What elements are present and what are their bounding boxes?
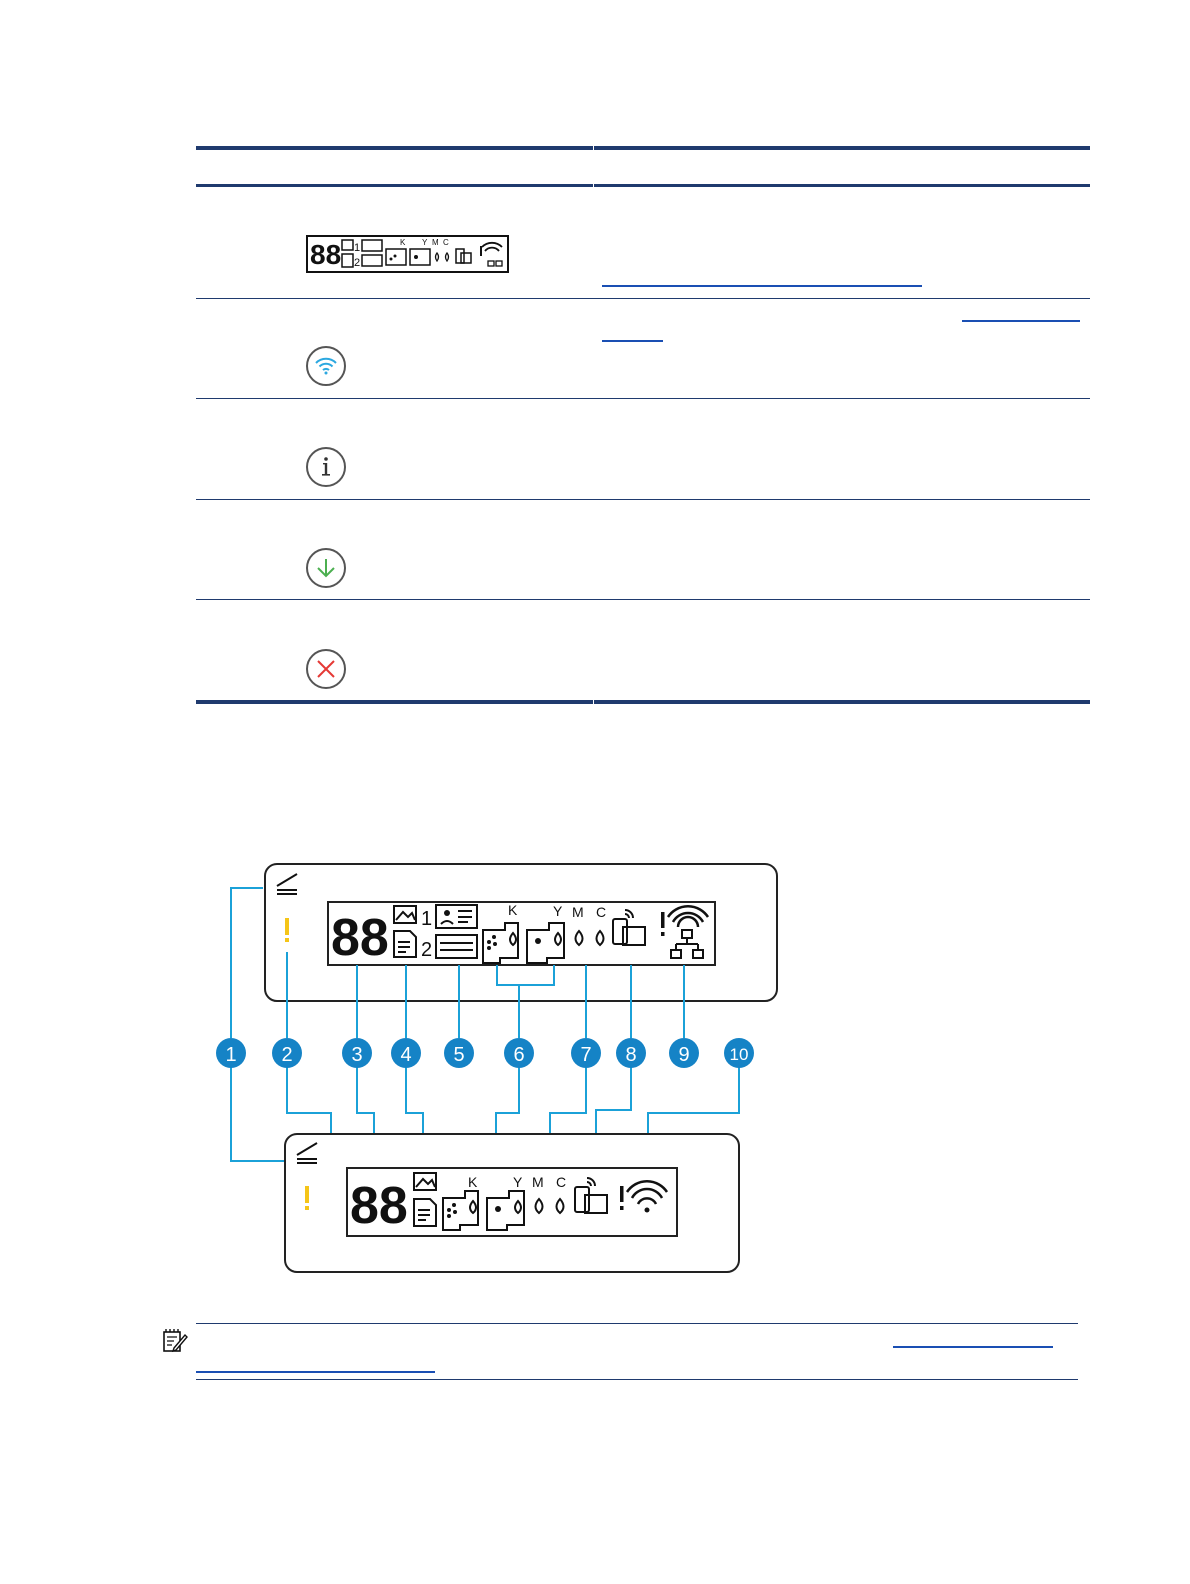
column-gap	[593, 184, 594, 187]
column-gap	[593, 700, 594, 704]
svg-text:Y: Y	[553, 903, 563, 919]
callout-markers	[216, 1038, 754, 1068]
callout-6	[504, 1038, 534, 1068]
callout-4	[391, 1038, 421, 1068]
cancel-icon	[315, 658, 337, 680]
callout-1	[216, 1038, 246, 1068]
svg-text:1: 1	[354, 242, 361, 254]
callout-8	[616, 1038, 646, 1068]
resume-button[interactable]	[306, 548, 346, 588]
copies-digits: 88	[331, 909, 389, 967]
lcd-digits: 88	[310, 239, 342, 270]
svg-text:9: 9	[678, 1044, 690, 1066]
wireless-icon	[314, 356, 338, 376]
callout-9	[669, 1038, 699, 1068]
callout-10	[724, 1038, 754, 1068]
svg-text:C: C	[443, 238, 449, 247]
svg-text:2: 2	[421, 939, 433, 961]
svg-text:K: K	[400, 238, 406, 247]
display-diagram	[0, 850, 1190, 1290]
table-top-rule	[196, 146, 1090, 150]
note-top-rule	[196, 1323, 1078, 1324]
callout-2	[272, 1038, 302, 1068]
svg-text:5: 5	[453, 1044, 465, 1066]
lower-panel	[285, 1134, 739, 1272]
resume-icon	[315, 557, 337, 579]
table-header-rule	[196, 184, 1090, 187]
column-gap	[593, 146, 594, 150]
svg-text:M: M	[532, 1174, 544, 1190]
table-row-divider	[196, 499, 1090, 500]
copies-digits: 88	[350, 1177, 408, 1235]
svg-text:3: 3	[351, 1044, 363, 1066]
svg-text:2: 2	[354, 257, 361, 269]
cancel-button[interactable]	[306, 649, 346, 689]
svg-text:10: 10	[729, 1045, 749, 1064]
lcd-display-icon	[306, 235, 510, 275]
text-link[interactable]	[962, 320, 1080, 322]
svg-text:7: 7	[580, 1044, 592, 1066]
svg-text:M: M	[572, 904, 584, 920]
svg-text:8: 8	[625, 1044, 637, 1066]
table-row-divider	[196, 599, 1090, 600]
svg-text:Y: Y	[513, 1174, 523, 1190]
attention-icon	[305, 1186, 309, 1210]
table-row-divider	[196, 298, 1090, 299]
svg-text:6: 6	[513, 1044, 525, 1066]
svg-text:2: 2	[281, 1044, 293, 1066]
attention-icon	[285, 918, 289, 942]
table-row-divider	[196, 398, 1090, 399]
info-icon	[316, 455, 336, 479]
svg-text:Y: Y	[422, 238, 428, 247]
text-link[interactable]	[602, 340, 663, 342]
note-bottom-rule	[196, 1379, 1078, 1380]
svg-text:C: C	[556, 1174, 567, 1190]
upper-panel	[265, 864, 777, 1001]
svg-text:4: 4	[400, 1044, 412, 1066]
text-link[interactable]	[893, 1346, 1053, 1348]
svg-text:K: K	[468, 1174, 478, 1190]
svg-text:1: 1	[421, 908, 433, 930]
svg-text:K: K	[508, 902, 518, 918]
callout-5	[444, 1038, 474, 1068]
table-bottom-rule	[196, 700, 1090, 704]
text-link[interactable]	[196, 1371, 435, 1373]
information-button[interactable]	[306, 447, 346, 487]
note-icon	[162, 1328, 188, 1354]
wireless-button[interactable]	[306, 346, 346, 386]
callout-3	[342, 1038, 372, 1068]
svg-text:M: M	[432, 238, 439, 247]
svg-text:1: 1	[225, 1044, 237, 1066]
svg-text:C: C	[596, 904, 607, 920]
callout-7	[571, 1038, 601, 1068]
text-link[interactable]	[602, 285, 922, 287]
